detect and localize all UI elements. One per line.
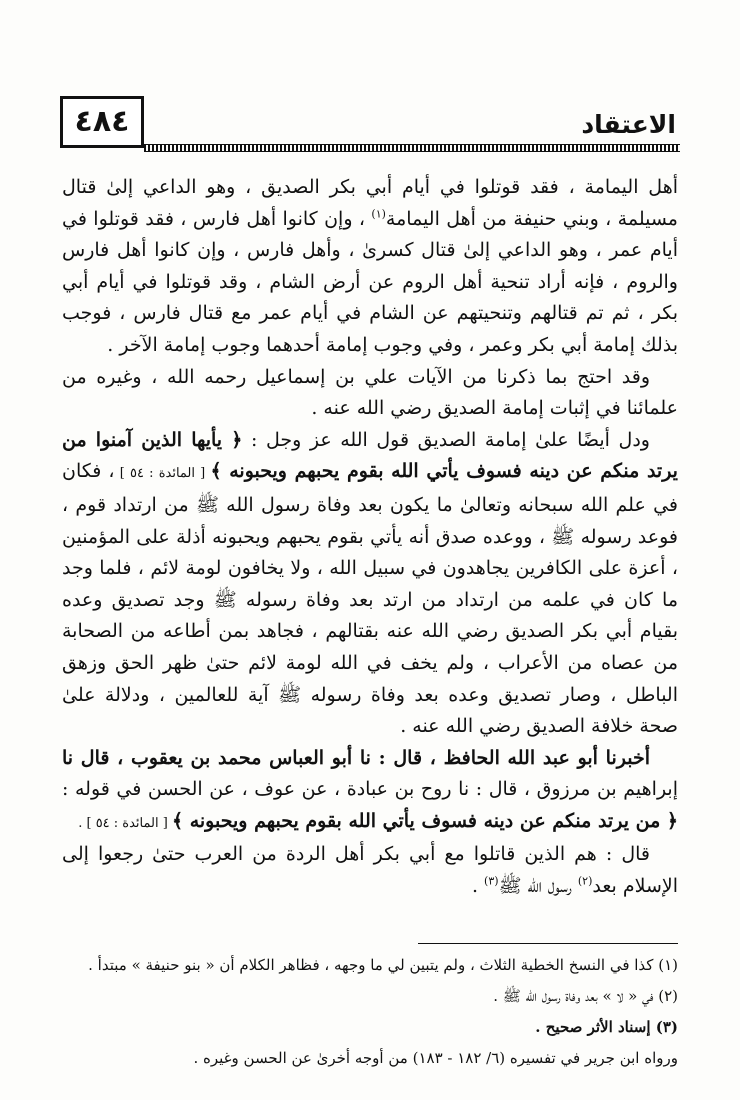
paragraph-5-mid: رسول الله ﷺ (498, 875, 578, 898)
isnad-continued: إبراهيم بن مرزوق ، قال : نا روح بن عبادة ، عن عوف ، عن الحسن في قوله : (62, 778, 678, 801)
paragraph-1-continued: ، وإن كانوا أهل فارس ، فقد قوتلوا في أيام عمر ، وهو الداعي إلىٰ قتال كسرىٰ ، وأهل فارس ، وإن كانوا أهل فارس والروم ، فإنه أراد تنحية أهل الروم عن أرض الشام ، وقد قوتلوا في أيام أبي بكر ، ثم تم قتالهم وتنحيتهم عن الشام في أيام عمر مع قتال فارس ، فوجب بذلك إمامة أبي بكر وعمر ، وفي وجوب إمامة أحدهما وجوب إمامة الآخر . (62, 207, 678, 356)
footnote-ref-3: (٣) (484, 874, 499, 888)
paragraph-1 (62, 172, 678, 362)
verse-citation-2: [ المائدة : ٥٤ ] . (78, 815, 172, 831)
footnote-separator (418, 943, 678, 944)
footnote-ref-1: (١) (371, 207, 386, 221)
isnad-chain: أخبرنا أبو عبد الله الحافظ ، قال : نا أبو العباس محمد بن يعقوب ، قال نا (62, 746, 650, 769)
quran-verse: ﴿ يأيها الذين آمنوا من يرتد منكم عن دينه فسوف يأتي الله بقوم يحبهم ويحبونه ﴾ (62, 428, 678, 483)
paragraph-4 (62, 743, 678, 840)
verse-citation: [ المائدة : ٥٤ ] (114, 466, 211, 482)
footnote-ref-2: (٢) (577, 874, 593, 888)
paragraph-5-text: قال : هم الذين قاتلوا مع أبي بكر أهل الردة من العرب حتىٰ رجعوا إلى الإسلام بعد (62, 843, 678, 898)
footnotes (62, 950, 678, 1074)
running-title: الاعتقاد (581, 110, 676, 139)
paragraph-3 (62, 425, 678, 743)
page-header (60, 92, 680, 154)
footnote-3: (٣) إسناد الأثر صحيح . (535, 1018, 678, 1036)
footnote-2: (٢) في « لا » بعد وفاة رسول الله ﷺ . (493, 987, 678, 1005)
main-text (62, 172, 678, 903)
paragraph-5 (62, 839, 678, 902)
quran-verse-2: ﴿ من يرتد منكم عن دينه فسوف يأتي الله بقوم يحبهم ويحبونه ﴾ (171, 809, 678, 832)
paragraph-3-intro: ودل أيضًا علىٰ إمامة الصديق قول الله عز وجل : (242, 428, 650, 451)
footnote-1: (١) كذا في النسخ الخطية الثلاث ، ولم يتبين لي ما وجهه ، فظاهر الكلام أن « بنو حنيفة » مبتدأ . (88, 956, 678, 974)
paragraph-3-text: ، فكان في علم الله سبحانه وتعالىٰ ما يكون بعد وفاة رسول الله ﷺ من ارتداد قوم ، فوعد رسوله ﷺ ، ووعده صدق أنه يأتي بقوم يحبهم ويحبونه أذلة على المؤمنين ، أعزة على الكافرين يجاهدون في سبيل الله ، ولا يخافون لومة لائم ، فلما وجد ما كان في علمه من ارتداد من ارتد بعد وفاة رسوله ﷺ وجد تصديق وعده بقيام أبي بكر الصديق رضي الله عنه بقتالهم ، فجاهد بمن أطاعه من الصحابة من عصاه من الأعراب ، ولم يخف في الله لومة لائم حتىٰ ظهر الحق وزهق الباطل ، وصار تصديق وعده بعد وفاة رسوله ﷺ آية للعالمين ، ودلالة علىٰ صحة خلافة الصديق رضي الله عنه . (62, 460, 678, 738)
header-rule (144, 144, 680, 152)
paragraph-1-text: أهل اليمامة ، فقد قوتلوا في أيام أبي بكر الصديق ، وهو الداعي إلىٰ قتال مسيلمة ، وبني حنيفة من أهل اليمامة (62, 176, 678, 230)
page-number: ٤٨٤ (60, 96, 144, 148)
footnote-3-continued: ورواه ابن جرير في تفسيره (٦/ ١٨٢ - ١٨٣) من أوجه أخرىٰ عن الحسن وغيره . (193, 1049, 678, 1067)
paragraph-2: وقد احتج بما ذكرنا من الآيات علي بن إسماعيل رحمه الله ، وغيره من علمائنا في إثبات إمامة الصديق رضي الله عنه . (62, 365, 678, 420)
paragraph-5-end: . (471, 875, 485, 898)
